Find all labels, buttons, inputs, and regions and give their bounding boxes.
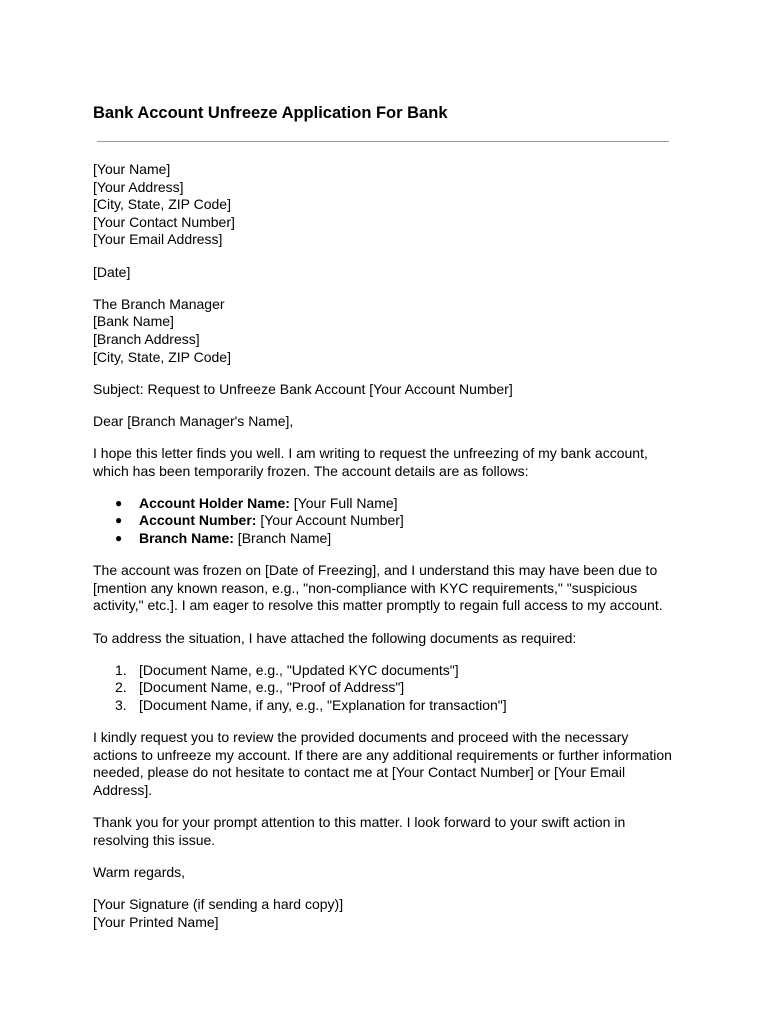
list-item <box>93 530 673 548</box>
recipient-city: [City, State, ZIP Code] <box>93 348 231 365</box>
list-item <box>93 495 673 513</box>
sender-city: [City, State, ZIP Code] <box>93 196 231 213</box>
recipient-branch-address: [Branch Address] <box>93 330 200 347</box>
recipient-title: The Branch Manager <box>93 295 225 312</box>
thanks-paragraph: Thank you for your prompt attention to this matter. I look forward to your swift action in resolving this issue. <box>93 814 626 848</box>
list-number: 2. <box>115 679 127 696</box>
sender-address: [Your Address] <box>93 178 184 195</box>
date-line: [Date] <box>93 263 131 280</box>
salutation: Dear [Branch Manager's Name], <box>93 412 294 429</box>
detail-value: [Your Account Number] <box>256 512 404 529</box>
printed-name: [Your Printed Name] <box>93 913 219 930</box>
document-name: [Document Name, e.g., "Proof of Address"] <box>139 679 405 696</box>
account-details-list <box>93 495 673 548</box>
signature-line: [Your Signature (if sending a hard copy)] <box>93 896 344 913</box>
document-title: Bank Account Unfreeze Application For Bank <box>93 104 448 122</box>
letter-body <box>93 161 673 946</box>
list-item <box>93 697 673 715</box>
document-name: [Document Name, e.g., "Updated KYC documents"] <box>139 661 459 678</box>
list-item <box>93 662 673 680</box>
documents-list <box>93 662 673 715</box>
sender-email: [Your Email Address] <box>93 231 223 248</box>
freeze-paragraph: The account was frozen on [Date of Freezing], and I understand this may have been due to [mention any known reason, e.g., "non-compliance with KYC requirements," "suspicious activity," etc.]. I am eager to resolve this matter promptly to regain full access to my account. <box>93 562 663 614</box>
document-name: [Document Name, if any, e.g., "Explanation for transaction"] <box>139 697 507 713</box>
title-divider <box>97 141 669 142</box>
detail-label: Account Number: <box>139 512 257 529</box>
list-item <box>93 679 673 697</box>
documents-intro: To address the situation, I have attached the following documents as required: <box>93 629 577 646</box>
intro-paragraph: I hope this letter finds you well. I am writing to request the unfreezing of my bank account, which has been temporarily frozen. The account details are as follows: <box>93 445 648 479</box>
recipient-block <box>93 296 673 366</box>
sender-name: [Your Name] <box>93 161 171 177</box>
recipient-bank: [Bank Name] <box>93 313 174 330</box>
list-number: 3. <box>115 697 127 713</box>
detail-value: [Your Full Name] <box>289 494 398 511</box>
request-paragraph: I kindly request you to review the provided documents and proceed with the necessary actions to unfreeze my account. If there are any additional requirements or further information needed, please do not hesitate to contact me at [Your Contact Number] or [Your Email Address]. <box>93 729 672 798</box>
bullet-icon: ● <box>115 513 123 528</box>
bullet-icon: ● <box>115 531 123 546</box>
sender-block <box>93 161 673 249</box>
sender-contact: [Your Contact Number] <box>93 213 235 230</box>
bullet-icon: ● <box>115 495 123 510</box>
closing: Warm regards, <box>93 863 186 880</box>
detail-label: Branch Name: <box>139 530 234 547</box>
detail-label: Account Holder Name: <box>139 494 290 511</box>
detail-value: [Branch Name] <box>233 530 332 547</box>
subject-line: Subject: Request to Unfreeze Bank Account [Your Account Number] <box>93 380 513 397</box>
list-number: 1. <box>115 661 127 678</box>
list-item <box>93 512 673 530</box>
signature-block <box>93 896 673 931</box>
